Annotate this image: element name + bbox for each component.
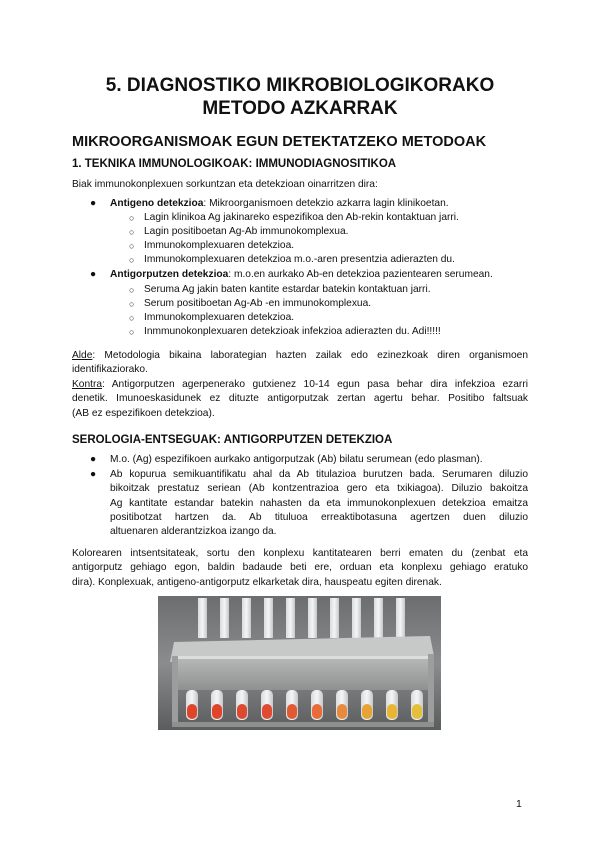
rack-leg [172, 656, 178, 726]
subheading-serologia: SEROLOGIA-ENTSEGUAK: ANTIGORPUTZEN DETEKZIOA [72, 434, 393, 446]
circle-bullet-icon: ○ [129, 285, 135, 295]
sub-item [129, 325, 441, 339]
test-tube-rack-photo [158, 596, 441, 730]
kolore-line: antigorputz gehiago egon, baldin badaude beti ere, orduan eta konplexu gehiago eratuko [72, 562, 528, 574]
circle-bullet-icon: ○ [129, 213, 135, 223]
list-item-antigorputz [90, 268, 493, 282]
subheading-immunologic: 1. TEKNIKA IMMUNOLOGIKOAK: IMMUNODIAGNOSITIKOA [72, 158, 397, 170]
kolore-paragraph [72, 547, 528, 590]
kontra-paragraph [72, 378, 528, 421]
term-antigeno: Antigeno detekzioa [110, 198, 204, 209]
kontra-text-cont: (AB ez espezifikoen detekzioa). [72, 407, 215, 419]
rack-face [172, 656, 434, 690]
alde-text-cont: identifikaziorako. [72, 364, 148, 376]
bullet-icon: ● [90, 269, 97, 280]
bullet-icon: ● [90, 469, 97, 480]
intro-text: Biak immunokonplexuen sorkuntzan eta detekzioan oinarritzen dira: [72, 179, 378, 190]
kontra-label: Kontra [72, 379, 103, 390]
sub-item [129, 239, 295, 253]
sub-item-text: Immunokomplexuaren detekzioa. [144, 312, 295, 323]
sub-item-text: Immunokomplexuaren detekzioa m.o.-aren presentzia adierazten du. [144, 254, 455, 265]
sub-item [129, 225, 349, 239]
list-item-serologia-2 [90, 468, 528, 539]
sub-item-text: Inmmunokonplexuaren detekzioak infekzioa adierazten du. Adi!!!!! [144, 326, 441, 337]
desc-antigeno: : Mikroorganismoen detekzio azkarra lagin klinikoetan. [203, 198, 449, 209]
kolore-line: Kolorearen intsentsitateak, sortu den konplexu kantitatearen berri ematen du (zenbat eta [72, 548, 528, 559]
sub-item-text: Serum positiboetan Ag-Ab -en immunokomplexua. [144, 298, 372, 309]
circle-bullet-icon: ○ [129, 327, 135, 337]
rack-leg [428, 654, 434, 726]
alde-text: : Metodologia bikaina laborategian hazten zailak edo ezinezkoak diren organismoen [92, 350, 528, 361]
circle-bullet-icon: ○ [129, 227, 135, 237]
sub-item-text: Lagin positiboetan Ag-Ab immunokomplexua. [144, 226, 349, 237]
serologia-line: positibotzat hartzen da. Ab tituluoa erreaktibotasuna agertzen duen diluzio [110, 511, 528, 523]
list-item-antigeno [90, 197, 449, 211]
section-heading: MIKROORGANISMOAK EGUN DETEKTATZEKO METODOAK [72, 134, 487, 150]
sub-item [129, 311, 295, 325]
sub-item [129, 283, 431, 297]
alde-label: Alde [72, 350, 93, 361]
bullet-icon: ● [90, 198, 97, 209]
sub-item-text: Immunokomplexuaren detekzioa. [144, 240, 295, 251]
circle-bullet-icon: ○ [129, 299, 135, 309]
circle-bullet-icon: ○ [129, 313, 135, 323]
kontra-text: : Antigorputzen agerpenerako gutxienez 10-14 egun pasa behar dira infekzioa ezarri [102, 379, 528, 390]
sub-item [129, 211, 459, 225]
page-title-line2: METODO AZKARRAK [202, 98, 398, 119]
serologia-item-text: M.o. (Ag) espezifikoen aurkako antigorputzak (Ab) bilatu serumean (edo plasman). [110, 454, 483, 465]
bullet-icon: ● [90, 454, 97, 465]
sub-item-text: Seruma Ag jakin baten kantite estardar batekin kontaktuan jarri. [144, 284, 431, 295]
sub-item-text: Lagin klinikoa Ag jakinareko espezifikoa den Ab-rekin kontaktuan jarri. [144, 212, 459, 223]
serologia-line: Ag kantitate estandar batekin nahasten da eta immunokonplexuen detekzioa emaitza [110, 497, 528, 509]
circle-bullet-icon: ○ [129, 241, 135, 251]
serologia-line: altuenaren alderantzizkoa izango da. [110, 526, 277, 538]
list-item-serologia-1 [90, 453, 483, 467]
term-antigorputz: Antigorputzen detekzioa [110, 269, 229, 280]
rack-base [172, 722, 434, 727]
alde-paragraph [72, 349, 528, 378]
desc-antigorputz: : m.o.en aurkako Ab-en detekzioa pazientearen serumean. [228, 269, 493, 280]
page-number: 1 [516, 798, 522, 810]
serologia-line: Ab kopurua semikuantifikatu ahal da Ab titulazioa burutzen bada. Serumaren diluzio [110, 469, 528, 480]
serologia-line: bikoitzak prestatuz seriean (Ab kontzentrazioa gero eta txikiagoa). Diluzio bakoitza [110, 483, 528, 495]
circle-bullet-icon: ○ [129, 255, 135, 265]
page-title-line1: 5. DIAGNOSTIKO MIKROBIOLOGIKORAKO [105, 75, 495, 96]
sub-item [129, 253, 455, 267]
sub-item [129, 297, 372, 311]
kontra-text-cont: denetik. Imunoeskasidunek ez dituzte antigorputzak zertan agertu behar. Positibo faltsuak [72, 393, 528, 405]
kolore-line: dira). Konplexuak, antigeno-antigorputz elkarketak dira, hauspeatu egiten direnak. [72, 576, 442, 588]
